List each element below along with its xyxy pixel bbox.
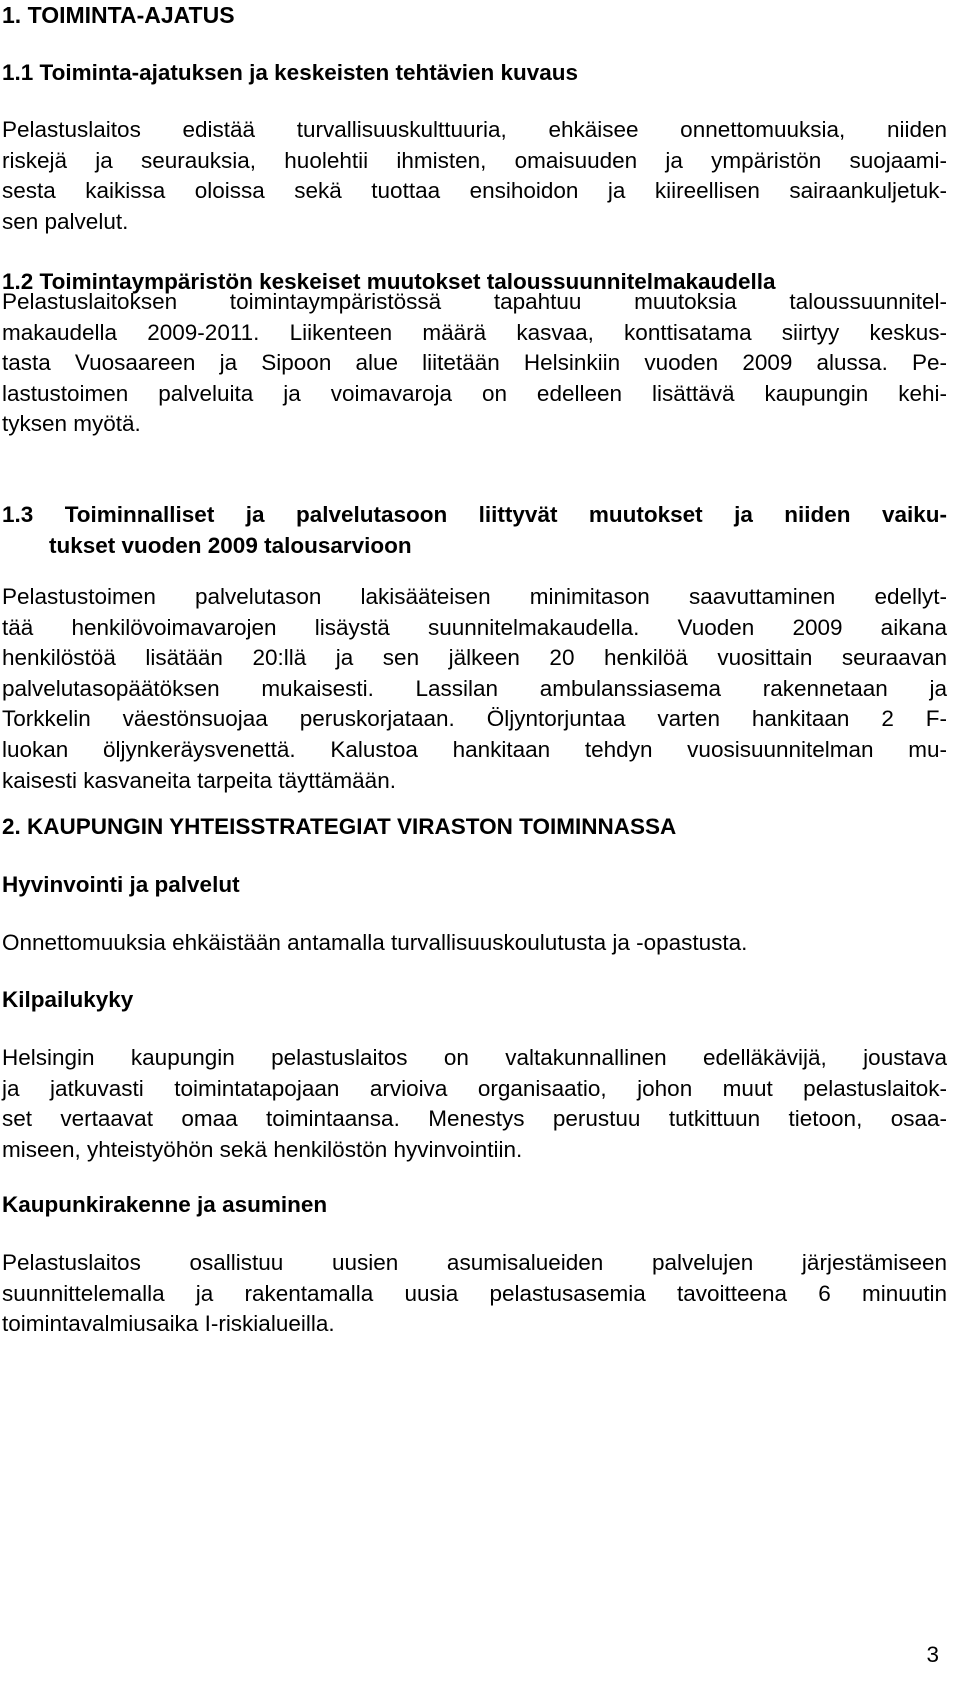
- paragraph-line: Pelastuslaitos edistää turvallisuuskulttuuria, ehkäisee onnettomuuksia, niiden: [2, 117, 947, 142]
- paragraph-line: tää henkilövoimavarojen lisäystä suunnitelmakaudella. Vuoden 2009 aikana: [2, 614, 947, 640]
- paragraph-line: riskejä ja seurauksia, huolehtii ihmisten, omaisuuden ja ympäristön suojaami-: [2, 147, 947, 173]
- paragraph-line: lastustoimen palveluita ja voimavaroja on edelleen lisättävä kaupungin kehi-: [2, 380, 947, 406]
- paragraph-line: kaisesti kasvaneita tarpeita täyttämään.: [2, 767, 396, 793]
- paragraph-line: Torkkelin väestönsuojaa peruskorjataan. Öljyntorjuntaa varten hankitaan 2 F-: [2, 706, 947, 732]
- paragraph-line: makaudella 2009-2011. Liikenteen määrä kasvaa, konttisatama siirtyy keskus-: [2, 319, 947, 345]
- kaupunkirakenne-title: Kaupunkirakenne ja asuminen: [2, 1192, 328, 1217]
- kaupunkirakenne-paragraph: [2, 1248, 947, 1340]
- hyvinvointi-title: Hyvinvointi ja palvelut: [2, 872, 240, 897]
- paragraph-line: Pelastuslaitoksen toimintaympäristössä tapahtuu muutoksia taloussuunnitel-: [2, 289, 947, 314]
- kilpailukyky-title: Kilpailukyky: [2, 987, 134, 1012]
- paragraph-line: sesta kaikissa oloissa sekä tuottaa ensihoidon ja kiireellisen sairaankuljetuk-: [2, 178, 947, 204]
- paragraph-line: Pelastuslaitos osallistuu uusien asumisalueiden palvelujen järjestämiseen: [2, 1250, 947, 1275]
- heading-1: 1. TOIMINTA-AJATUS: [2, 2, 235, 28]
- paragraph-line: henkilöstöä lisätään 20:llä ja sen jälkeen 20 henkilöä vuosittain seuraavan: [2, 645, 947, 671]
- paragraph-line: luokan öljynkeräysvenettä. Kalustoa hankitaan tehdyn vuosisuunnitelman mu-: [2, 736, 947, 762]
- section-1-1-title: 1.1 Toiminta-ajatuksen ja keskeisten tehtävien kuvaus: [2, 60, 579, 85]
- section-1-3-title-line: tukset vuoden 2009 talousarvioon: [49, 532, 412, 558]
- paragraph-line: sen palvelut.: [2, 208, 129, 234]
- paragraph-line: tasta Vuosaareen ja Sipoon alue liitetään Helsinkiin vuoden 2009 alussa. Pe-: [2, 350, 947, 376]
- hyvinvointi-paragraph: [2, 928, 947, 959]
- section-1-3-paragraph: [2, 582, 947, 796]
- paragraph-line: miseen, yhteistyöhön sekä henkilöstön hyvinvointiin.: [2, 1136, 523, 1162]
- section-1-3-title-line: 1.3 Toiminnalliset ja palvelutasoon liittyvät muutokset ja niiden vaiku-: [2, 502, 947, 527]
- paragraph-line: toimintavalmiusaika I-riskialueilla.: [2, 1311, 335, 1337]
- paragraph-line: tyksen myötä.: [2, 411, 141, 437]
- paragraph-line: suunnittelemalla ja rakentamalla uusia pelastusasemia tavoitteena 6 minuutin: [2, 1280, 947, 1306]
- heading-2: 2. KAUPUNGIN YHTEISSTRATEGIAT VIRASTON TOIMINNASSA: [2, 814, 677, 839]
- paragraph-line: Onnettomuuksia ehkäistään antamalla turvallisuuskoulutusta ja -opastusta.: [2, 930, 748, 955]
- paragraph-line: palvelutasopäätöksen mukaisesti. Lassilan ambulanssiasema rakennetaan ja: [2, 675, 947, 701]
- section-1-3-title: [2, 500, 947, 561]
- page-number: 3: [926, 1642, 939, 1667]
- paragraph-line: Helsingin kaupungin pelastuslaitos on valtakunnallinen edelläkävijä, joustava: [2, 1045, 947, 1070]
- document-page: [2, 0, 947, 1682]
- section-1-1-paragraph: [2, 115, 947, 237]
- kilpailukyky-paragraph: [2, 1043, 947, 1165]
- paragraph-line: set vertaavat omaa toimintaansa. Menestys perustuu tutkittuun tietoon, osaa-: [2, 1106, 947, 1132]
- paragraph-line: ja jatkuvasti toimintatapojaan arvioiva organisaatio, johon muut pelastuslaitok-: [2, 1075, 947, 1101]
- section-1-2-paragraph: [2, 287, 947, 440]
- paragraph-line: Pelastustoimen palvelutason lakisääteisen minimitason saavuttaminen edellyt-: [2, 584, 947, 609]
- section-1-2-title: 1.2 Toimintaympäristön keskeiset muutokset taloussuunnitelmakaudella: [2, 269, 776, 294]
